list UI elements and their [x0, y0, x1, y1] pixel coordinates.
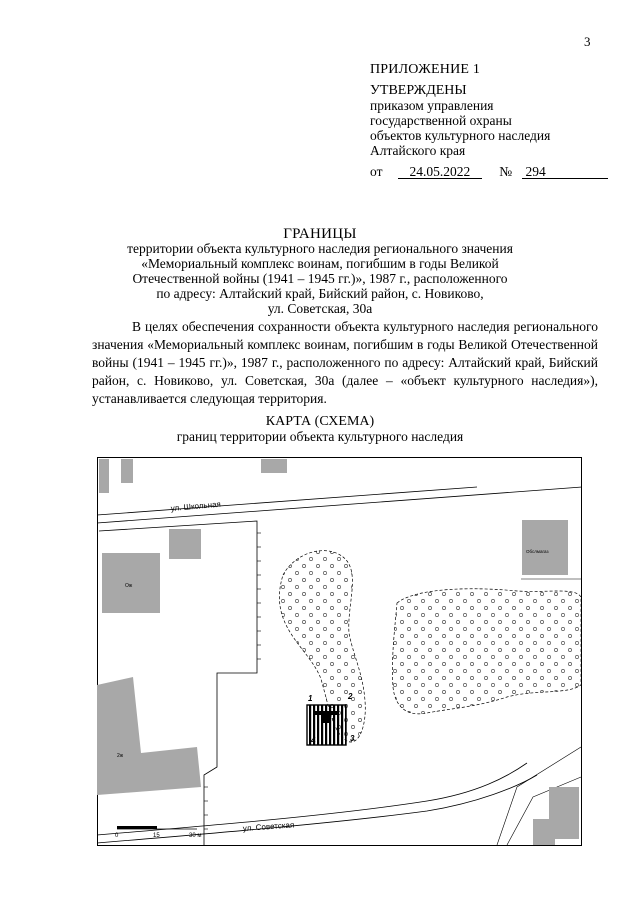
number-prefix: №	[499, 164, 513, 179]
boundary-point: 3	[350, 734, 355, 743]
map-subtitle: границ территории объекта культурного наследия	[176, 429, 464, 444]
boundary-point: 2	[348, 692, 353, 701]
date-prefix: от	[370, 164, 383, 179]
building	[121, 459, 133, 483]
approval-line: приказом управления	[370, 98, 494, 113]
building	[522, 520, 568, 575]
subtitle-line: Отечественной войны (1941 – 1945 гг.)», 1987 г., расположенного	[132, 271, 508, 286]
approval-block	[370, 83, 608, 179]
subtitle-line: территории объекта культурного наследия регионального значения	[127, 241, 513, 256]
street-label-top: ул. Школьная	[170, 499, 222, 513]
approval-number: 294	[522, 165, 608, 179]
boundary-point: 1	[308, 694, 313, 703]
document-subtitle	[0, 241, 640, 316]
scale-label: 15	[153, 833, 160, 839]
building	[261, 459, 287, 473]
building	[99, 459, 109, 493]
document-title: ГРАНИЦЫ	[283, 226, 357, 242]
building	[533, 819, 555, 845]
body-paragraph	[92, 318, 598, 408]
approval-line: объектов культурного наследия	[370, 128, 551, 143]
map-drawing	[97, 457, 582, 846]
boundary-point: 4	[311, 736, 316, 745]
building-label: Обслмагаз	[526, 549, 549, 554]
scale-label: 30 м	[189, 833, 202, 839]
approval-title: УТВЕРЖДЕНЫ	[370, 83, 467, 98]
street-label-bottom: ул. Советская	[242, 820, 295, 833]
map-title: КАРТА (СХЕМА)	[265, 414, 375, 429]
subtitle-line: по адресу: Алтайский край, Бийский район, с. Новиково,	[156, 286, 484, 301]
approval-date: 24.05.2022	[398, 165, 482, 179]
subtitle-line: ул. Советская, 30а	[267, 301, 373, 316]
subtitle-line: «Мемориальный комплекс воинам, погибшим в годы Великой	[141, 256, 499, 271]
body-text: В целях обеспечения сохранности объекта культурного наследия регионального значения «Мемориальный комплекс воинам, погибшим в годы Великой Отечественной войны (1941 – 1945 гг.)», 1987 г., расположенного по адресу: Алтайский край, Бийский район, с. Новиково, ул. Советская, 30а (далее – «объект культурного наследия»), устанавливается следующая территория.	[92, 319, 598, 406]
approval-line: государственной охраны	[370, 113, 512, 128]
building-label: 2ж	[117, 753, 124, 759]
building-label: Ож	[125, 583, 133, 589]
approval-date-row	[370, 164, 608, 179]
scale-label: 0	[115, 833, 119, 839]
appendix-label: ПРИЛОЖЕНИЕ 1	[370, 62, 481, 77]
page-number: 3	[584, 34, 591, 49]
approval-line: Алтайского края	[370, 143, 466, 158]
site-map	[97, 457, 582, 846]
building	[169, 529, 201, 559]
